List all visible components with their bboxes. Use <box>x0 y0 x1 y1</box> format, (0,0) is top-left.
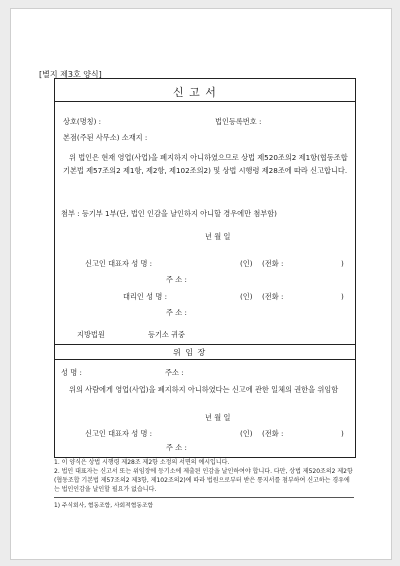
rep-name-label: 신고인 대표자 성 명 : <box>85 259 153 268</box>
rep-phone: (전화 : <box>262 259 284 268</box>
agent-phone-close: ) <box>341 292 344 301</box>
delegation-title: 위 임 장 <box>173 348 207 357</box>
corp-reg-label: 법인등록번호 : <box>215 117 262 126</box>
court-label: 지방법원 <box>77 330 105 339</box>
agent-address-label: 주 소 : <box>166 308 187 317</box>
note-item: 2. 법인 대표자는 신고서 또는 위임장에 등기소에 제출된 인감을 날인하여야 합니다. 다만, 상법 제520조의2 제2항(협동조합 기본법 제57조의2 제3항, 제102조의2)에 따라 법원으로부터 받은 통지서를 첨부하여 신고하는 경우에는 법인인감을 날인할 필요가 없습니다. <box>54 468 353 493</box>
agent-name-label: 대리인 성 명 : <box>123 292 167 301</box>
delegation-rep-name-label: 신고인 대표자 성 명 : <box>85 429 153 438</box>
head-office-label: 본점(주된 사무소) 소재지 : <box>63 133 148 142</box>
delegation-rep-phone: (전화 : <box>262 429 284 438</box>
delegate-address-label: 주소 : <box>165 368 184 377</box>
delegation-title-divider <box>55 359 355 360</box>
section-divider <box>55 344 355 345</box>
delegation-rep-phone-close: ) <box>341 429 344 438</box>
attachment-note: 첨부 : 등기부 1부(단, 법인 인감을 날인하지 아니할 경우에만 첨부함) <box>61 209 277 218</box>
footnote: 1) 주식회사, 협동조합, 사회적협동조합 <box>54 497 354 509</box>
registry-label: 등기소 귀중 <box>148 330 186 339</box>
note-item: 1. 이 양식은 상법 시행령 제28조 제2항 소정의 서면의 예시입니다. <box>54 459 230 466</box>
delegation-date: 년 월 일 <box>205 413 231 422</box>
agent-phone: (전화 : <box>262 292 284 301</box>
declaration-body: 위 법인은 현재 영업(사업)을 폐지하지 아니하였으므로 상법 제520조의2 제1항(협동조합 기본법 제57조의2 제1항, 제2항, 제102조의2) 및 상법 시행령 제28조에 따라 신고합니다. <box>63 153 348 175</box>
rep-phone-close: ) <box>341 259 344 268</box>
form-notes <box>54 458 354 494</box>
delegation-rep-seal: (인) <box>240 429 253 438</box>
rep-address-label: 주 소 : <box>166 275 187 284</box>
delegation-body: 위의 사람에게 영업(사업)을 폐지하지 아니하였다는 신고에 관한 일체의 권한을 위임함 <box>69 385 339 394</box>
form-frame <box>54 78 356 458</box>
rep-seal: (인) <box>240 259 253 268</box>
trade-name-label: 상호(명칭) : <box>63 117 102 126</box>
agent-seal: (인) <box>240 292 253 301</box>
delegation-rep-address-label: 주 소 : <box>166 443 187 452</box>
delegate-name-label: 성 명 : <box>61 368 82 377</box>
form-label: [별지 제3호 양식] <box>39 70 102 79</box>
title-divider <box>55 101 355 102</box>
declaration-title: 신 고 서 <box>173 86 217 99</box>
declaration-date: 년 월 일 <box>205 232 231 241</box>
